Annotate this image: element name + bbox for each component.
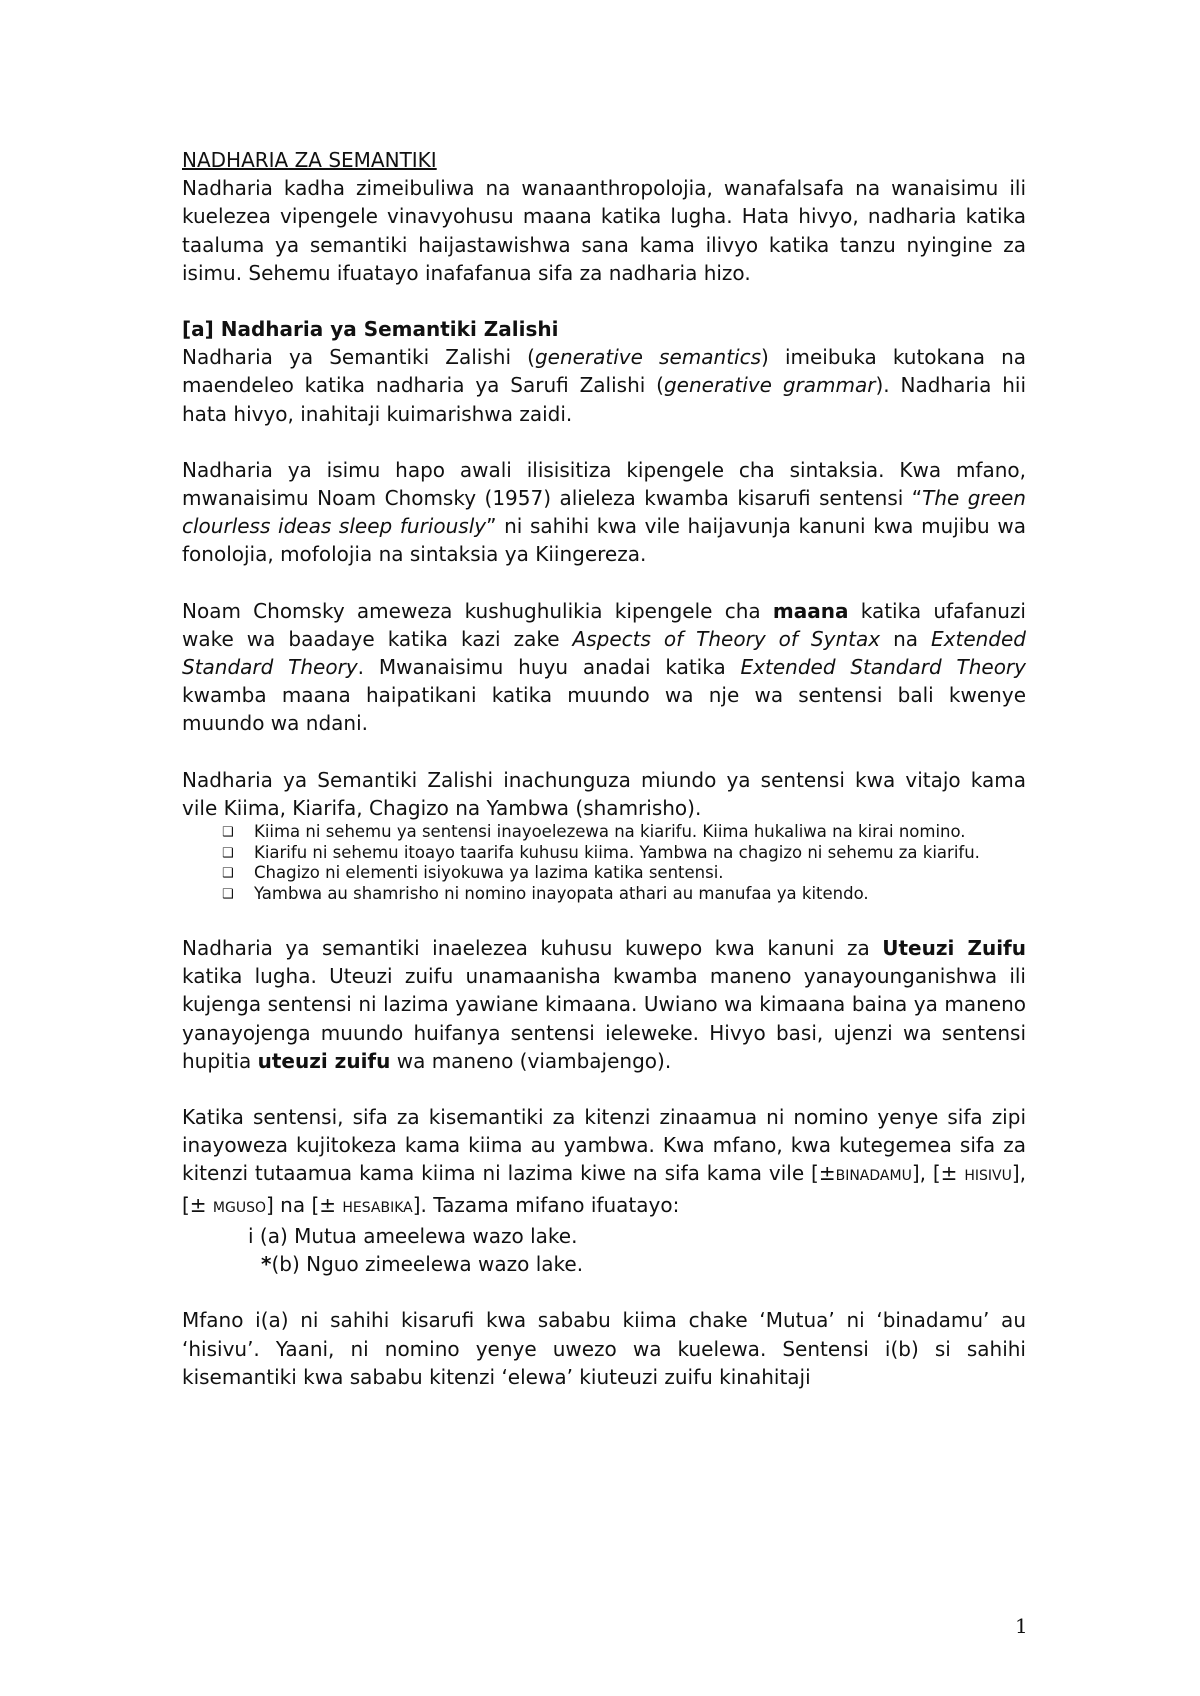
paragraph-2: Nadharia ya isimu hapo awali ilisisitiza kipengele cha sintaksia. Kwa mfano, mwanaisimu Noam Chomsky (1957) alieleza kwamba kisarufi sentensi “The green clourless ideas sleep furiously” ni sahihi kwa vile haijavunja kanuni kwa mujibu wa fonolojia, mofolojia na sintaksia ya Kiingereza. xyxy=(182,457,1026,567)
checkbox-bullet-icon: ❑ xyxy=(222,886,234,902)
paragraph-4: Nadharia ya Semantiki Zalishi inachunguza miundo ya sentensi kwa vitajo kama vile Kiima, Kiarifa, Chagizo na Yambwa (shamrisho). xyxy=(182,767,1026,820)
paragraph-6: Katika sentensi, sifa za kisemantiki za kitenzi zinaamua ni nomino yenye sifa zipi inayoweza kujitokeza kama kiima au yambwa. Kwa mfano, kwa kutegemea sifa za kitenzi tutaamua kama kiima ni lazima kiwe na sifa kama vile [±BINADAMU], [± HISIVU], [± MGUSO] na [± HESABIKA]. Tazama mifano ifuatayo: xyxy=(182,1105,1026,1217)
section-heading: [a] Nadharia ya Semantiki Zalishi xyxy=(182,317,559,342)
paragraph-5: Nadharia ya semantiki inaelezea kuhusu kuwepo kwa kanuni za Uteuzi Zuifu katika lugha. Uteuzi zuifu unamaanisha kwamba maneno yanayounganishwa ili kujenga sentensi ni lazima yawiane kimaana. Uwiano wa kimaana baina ya maneno yanayojenga muundo huifanya sentensi ieleweke. Hivyo basi, ujenzi wa sentensi hupitia uteuzi zuifu wa maneno (viambajengo). xyxy=(182,936,1026,1073)
list-item: ❑ Kiarifu ni sehemu itoayo taarifa kuhusu kiima. Yambwa na chagizo ni sehemu za kiarifu. xyxy=(222,843,1026,864)
bullet-list xyxy=(182,822,1026,904)
list-item: ❑ Yambwa au shamrisho ni nomino inayopata athari au manufaa ya kitendo. xyxy=(222,884,1026,905)
checkbox-bullet-icon: ❑ xyxy=(222,866,234,882)
example-sentence-a: i (a) Mutua ameelewa wazo lake. xyxy=(248,1223,578,1248)
document-body xyxy=(182,146,1026,1391)
list-item: ❑ Kiima ni sehemu ya sentensi inayoelezewa na kiarifu. Kiima hukaliwa na kirai nomino. xyxy=(222,822,1026,843)
intro-paragraph: Nadharia kadha zimeibuliwa na wanaanthropolojia, wanafalsafa na wanaisimu ili kuelezea vipengele vinavyohusu maana katika lugha. Hata hivyo, nadharia katika taaluma ya semantiki haijastawishwa sana kama ilivyo katika tanzu nyingine za isimu. Sehemu ifuatayo inafafanua sifa za nadharia hizo. xyxy=(182,176,1026,285)
example-sentence-b: *(b) Nguo zimeelewa wazo lake. xyxy=(261,1252,584,1277)
checkbox-bullet-icon: ❑ xyxy=(222,845,234,861)
checkbox-bullet-icon: ❑ xyxy=(222,825,234,841)
list-item: ❑ Chagizo ni elementi isiyokuwa ya lazima katika sentensi. xyxy=(222,863,1026,884)
paragraph-7: Mfano i(a) ni sahihi kisarufi kwa sababu kiima chake ‘Mutua’ ni ‘binadamu’ au ‘hisivu’. Yaani, ni nomino yenye uwezo wa kuelewa. Sentensi i(b) si sahihi kisemantiki kwa sababu kitenzi ‘elewa’ kiuteuzi zuifu kinahitaji xyxy=(182,1308,1026,1389)
paragraph-3: Noam Chomsky ameweza kushughulikia kipengele cha maana katika ufafanuzi wake wa baadaye katika kazi zake Aspects of Theory of Syntax na Extended Standard Theory. Mwanaisimu huyu anadai katika Extended Standard Theory kwamba maana haipatikani katika muundo wa nje wa sentensi bali kwenye muundo wa ndani. xyxy=(182,598,1027,736)
page-number: 1 xyxy=(1015,1614,1028,1638)
page-title: NADHARIA ZA SEMANTIKI xyxy=(182,148,437,172)
paragraph-1: Nadharia ya Semantiki Zalishi (generative semantics) imeibuka kutokana na maendeleo katika nadharia ya Sarufi Zalishi (generative grammar). Nadharia hii hata hivyo, inahitaji kuimarishwa zaidi. xyxy=(182,345,1027,426)
